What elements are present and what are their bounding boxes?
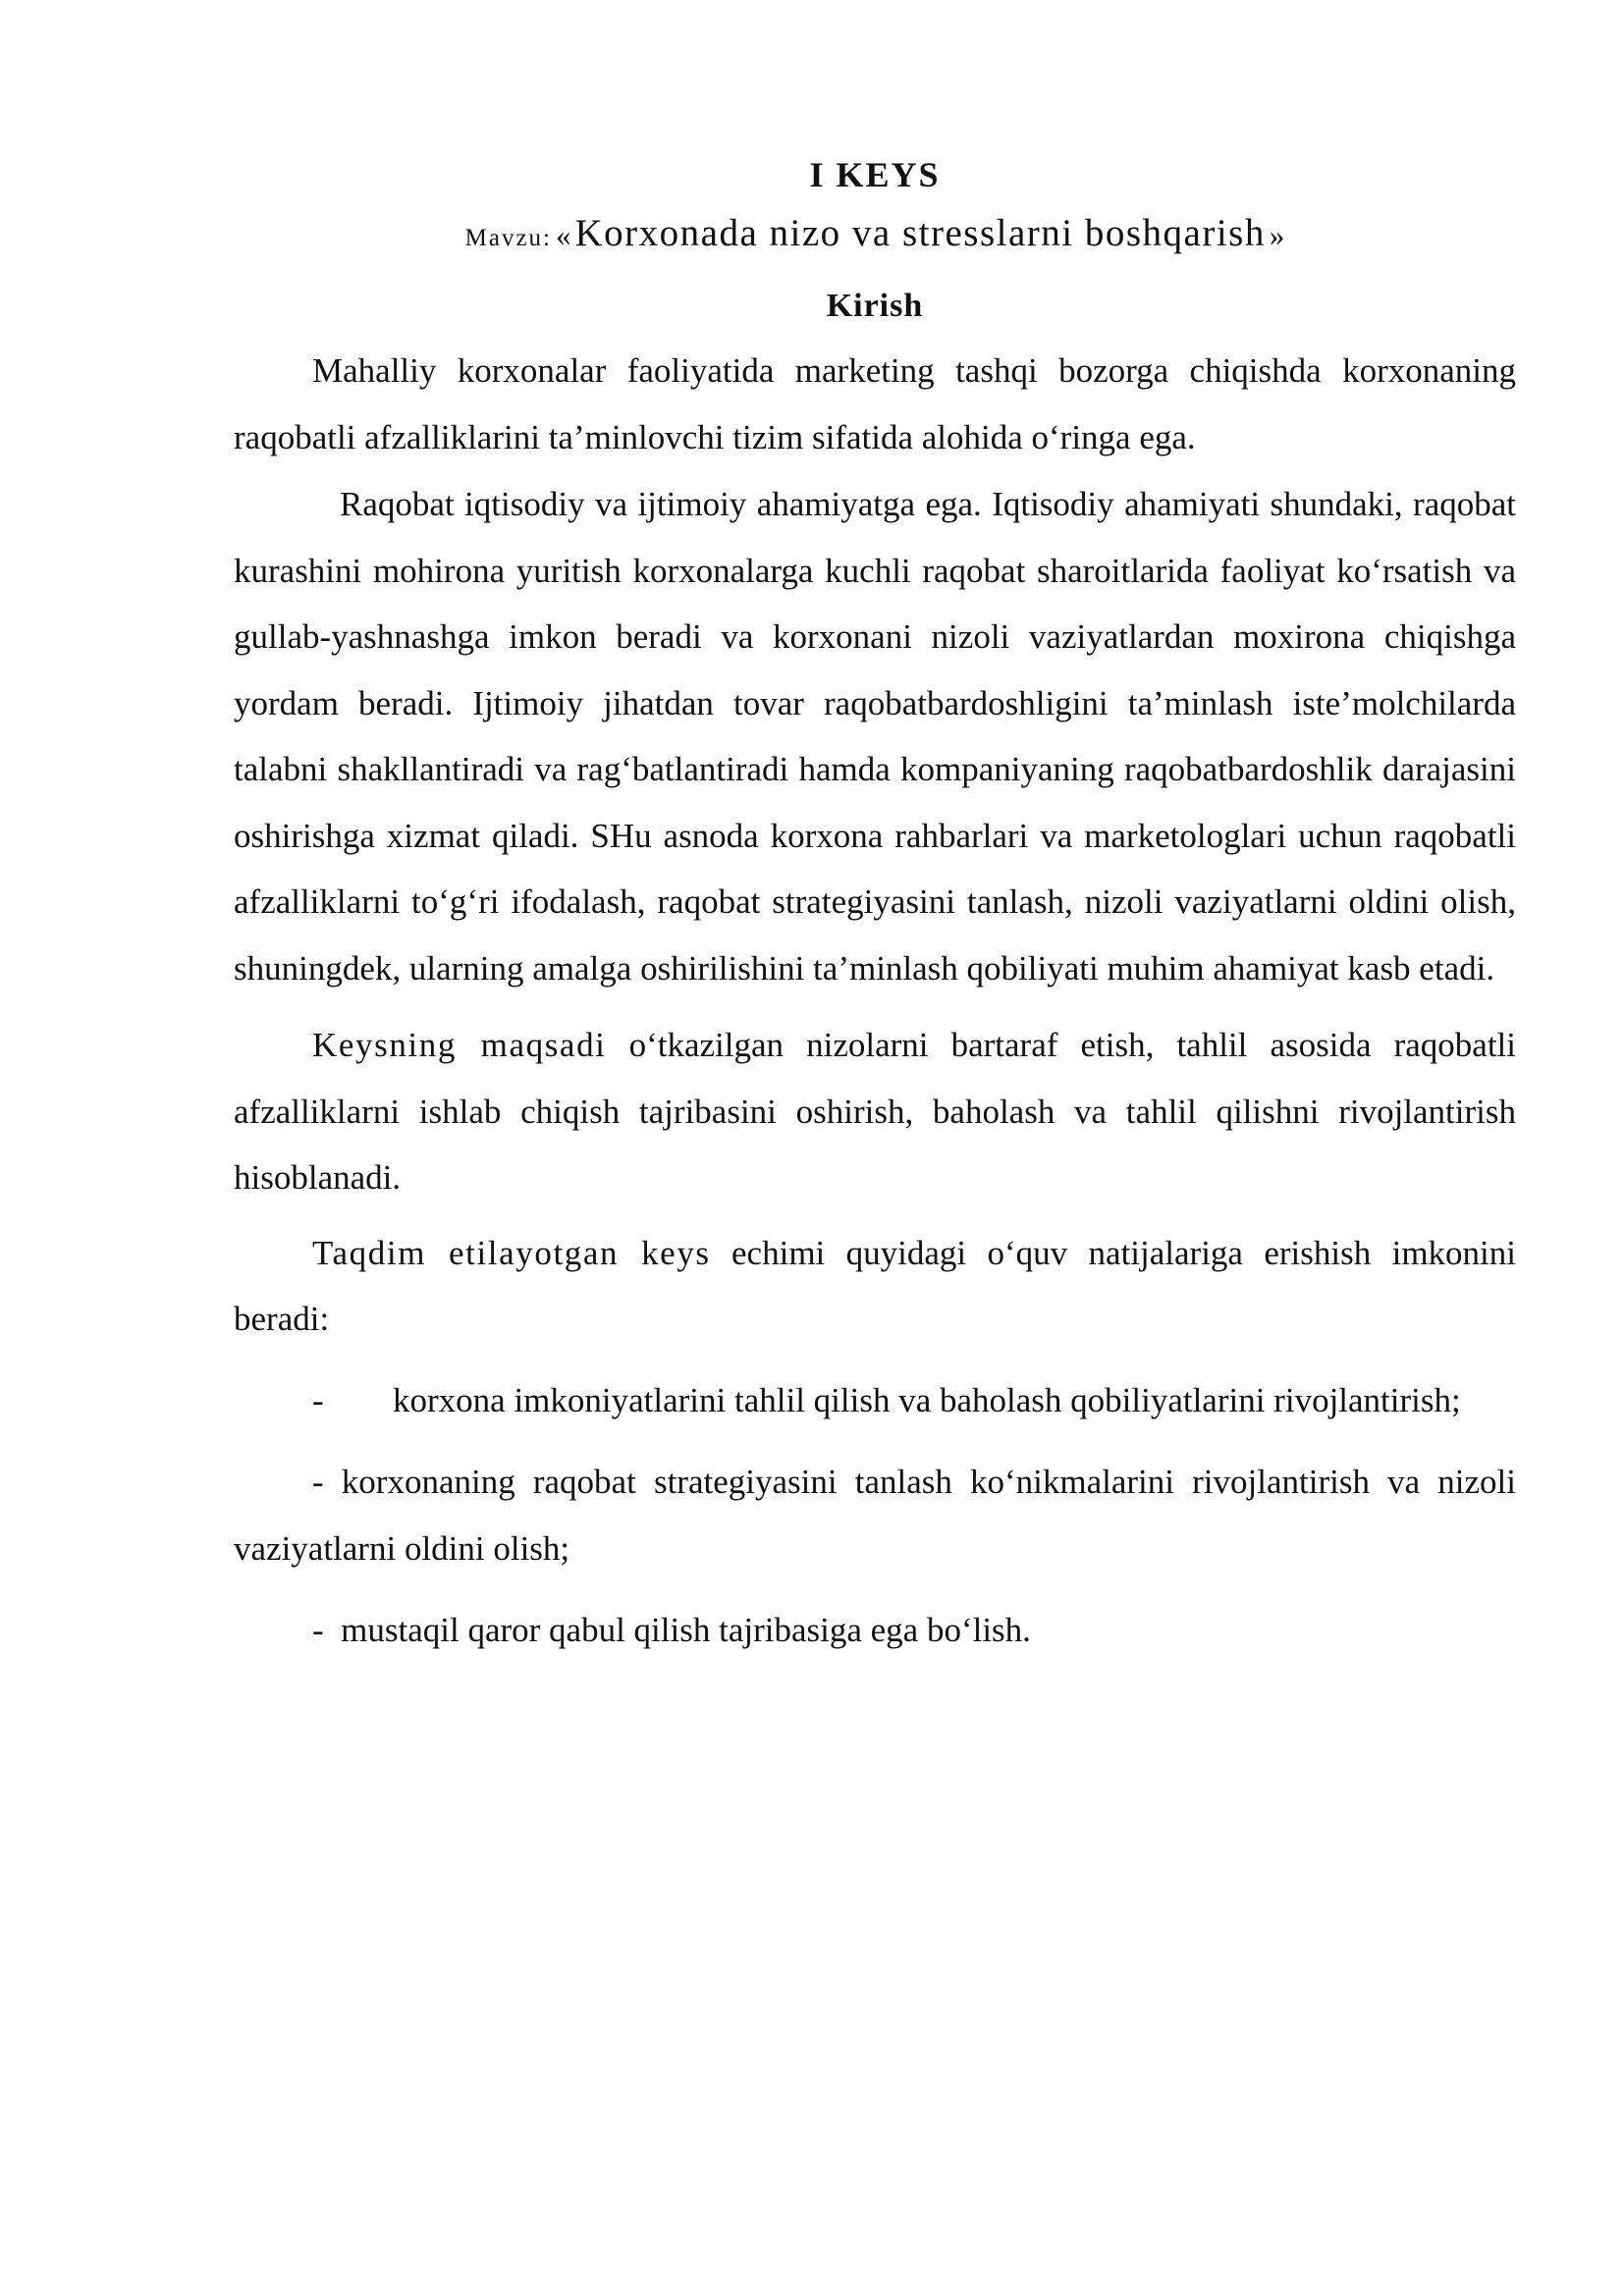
subtitle-open-quote: « [556,218,571,252]
list-item: - korxonaning raqobat strategiyasini tanlash ko‘nikmalarini rivojlantirish va nizoli vaziyatlarni oldini olish; [234,1463,1516,1568]
paragraph-goal [234,1012,1516,1211]
section-heading: Kirish [826,288,924,324]
list-item-text: korxona imkoniyatlarini tahlil qilish va baholash qobiliyatlarini rivojlantirish; [393,1380,1461,1419]
list-item: - mustaqil qaror qabul qilish tajribasiga ega bo‘lish. [312,1611,1031,1649]
paragraph-outcomes-lead: Taqdim etilayotgan keys [312,1233,711,1272]
subtitle-topic: Korxonada nizo va stresslarni boshqarish [574,212,1266,254]
list-item [234,1367,1516,1434]
subtitle-label: Mavzu: [464,225,552,251]
paragraph-intro: Mahalliy korxonalar faoliyatida marketing tashqi bozorga chiqishda korxonaning raqobatli afzalliklarini ta’minlovchi tizim sifatida alohida o‘ringa ega. [234,351,1516,456]
paragraph-competition: Raqobat iqtisodiy va ijtimoiy ahamiyatga ega. Iqtisodiy ahamiyati shundaki, raqobat kurashini mohirona yuritish korxonalarga kuchli raqobat sharoitlarida faoliyat ko‘rsatish va gullab-yashnashga imkon beradi va korxonani nizoli vaziyatlardan moxirona chiqishga yordam beradi. Ijtimoiy jihatdan tovar raqobatbardoshligini ta’minlash iste’molchilarda talabni shakllantiradi va rag‘batlantiradi hamda kompaniyaning raqobatbardoshlik darajasini oshirishga xizmat qiladi. SHu asnoda korxona rahbarlari va marketologlari uchun raqobatli afzalliklarni to‘g‘ri ifodalash, raqobat strategiyasini tanlash, nizoli vaziyatlarni oldini olish, shuningdek, ularning amalga oshirilishini ta’minlash qobiliyati muhim ahamiyat kasb etadi. [234,485,1516,988]
paragraph-outcomes-rest: echimi quyidagi o‘quv natijalariga erishish imkonini beradi: [234,1233,1516,1338]
document-title: I KEYS [809,155,941,194]
paragraph-goal-lead: Keysning maqsadi [312,1026,607,1064]
list-item-dash: - [312,1380,324,1419]
subtitle-close-quote: » [1269,218,1285,252]
paragraph-outcomes [234,1220,1516,1353]
paragraph-goal-rest: o‘tkazilgan nizolarni bartaraf etish, tahlil asosida raqobatli afzalliklarni ishlab chiqish tajribasini oshirish, baholash va tahlil qilishni rivojlantirish hisoblanadi. [234,1026,1516,1197]
document-subtitle [234,214,1516,252]
document-page [234,147,1516,1664]
